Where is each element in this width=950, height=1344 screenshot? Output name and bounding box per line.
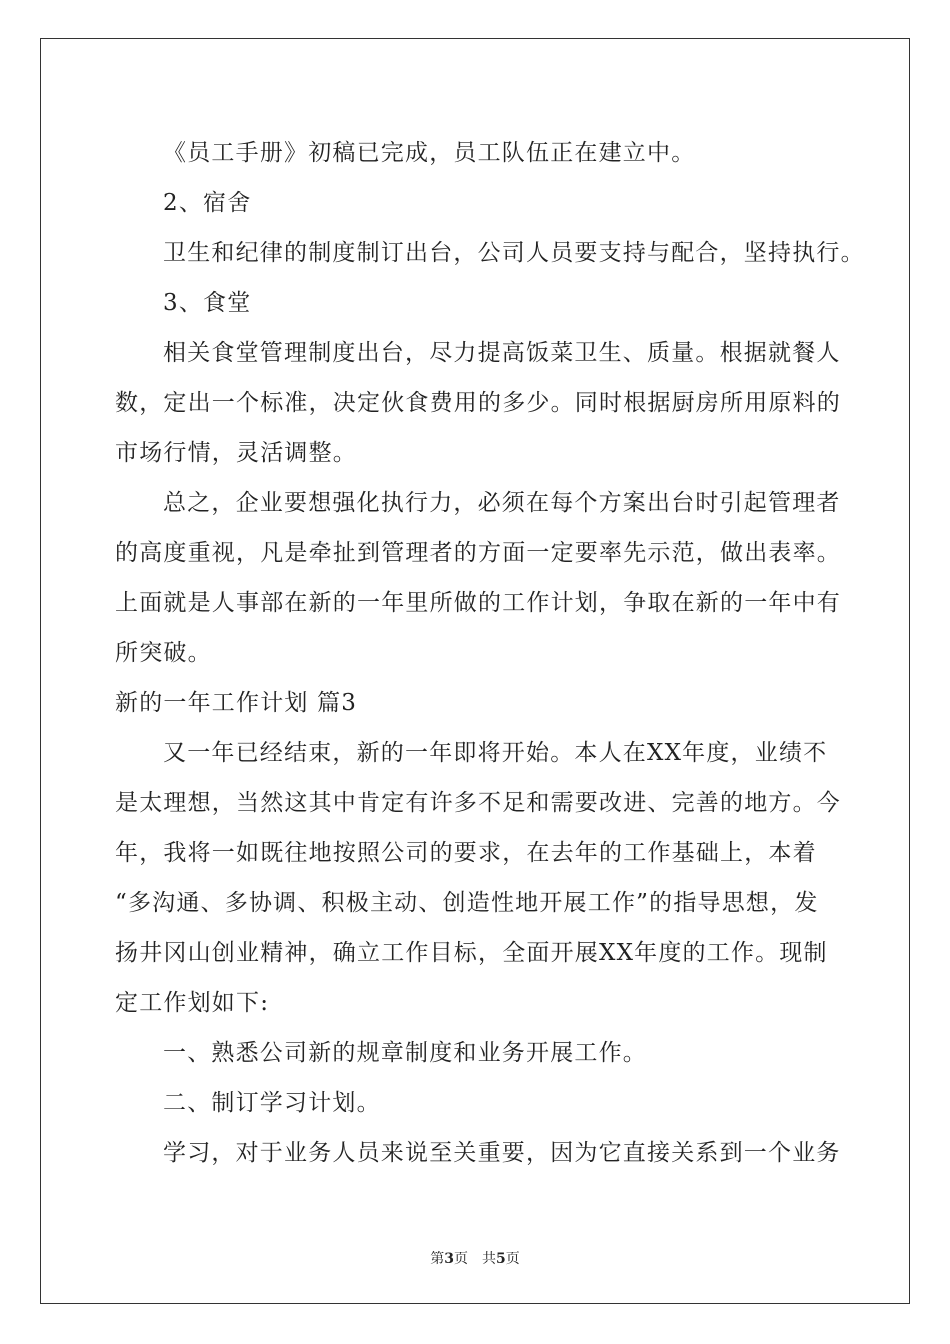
text-line: 上面就是人事部在新的一年里所做的工作计划，争取在新的一年中有 (115, 590, 841, 616)
text-line: 的高度重视，凡是牵扯到管理者的方面一定要率先示范，做出表率。 (115, 540, 841, 566)
text-line: 相关食堂管理制度出台，尽力提高饭菜卫生、质量。根据就餐人 (163, 340, 841, 366)
text-line: 二、制订学习计划。 (163, 1090, 381, 1116)
total-page-count: 5 (496, 1251, 506, 1267)
text-line: 卫生和纪律的制度制订出台，公司人员要支持与配合，坚持执行。 (163, 240, 865, 266)
document-body (115, 128, 865, 1178)
text-line: 3、食堂 (163, 290, 252, 316)
text-line: 一、熟悉公司新的规章制度和业务开展工作。 (163, 1040, 647, 1066)
text-line: 定工作划如下: (115, 990, 270, 1016)
text-line: 是太理想，当然这其中肯定有许多不足和需要改进、完善的地方。今 (115, 790, 841, 816)
text-line: 总之，企业要想强化执行力，必须在每个方案出台时引起管理者 (163, 490, 841, 516)
current-page-number: 3 (444, 1251, 454, 1267)
text-line: 数，定出一个标准，决定伙食费用的多少。同时根据厨房所用原料的 (115, 390, 841, 416)
footer-middle: 页 共 (454, 1251, 496, 1267)
page-footer (0, 1248, 950, 1268)
text-line: 新的一年工作计划 篇3 (115, 690, 358, 716)
text-line: 学习，对于业务人员来说至关重要，因为它直接关系到一个业务 (163, 1140, 841, 1166)
text-line: “多沟通、多协调、积极主动、创造性地开展工作”的指导思想，发 (115, 890, 819, 916)
footer-suffix: 页 (505, 1251, 520, 1267)
footer-prefix: 第 (430, 1251, 445, 1267)
text-line: 所突破。 (115, 640, 212, 666)
text-line: 又一年已经结束，新的一年即将开始。本人在XX年度，业绩不 (163, 740, 828, 766)
text-line: 《员工手册》初稿已完成，员工队伍正在建立中。 (163, 140, 696, 166)
text-line: 年，我将一如既往地按照公司的要求，在去年的工作基础上，本着 (115, 840, 817, 866)
text-line: 2、宿舍 (163, 190, 252, 216)
text-line: 扬井冈山创业精神，确立工作目标，全面开展XX年度的工作。现制 (115, 940, 828, 966)
text-line: 市场行情，灵活调整。 (115, 440, 357, 466)
